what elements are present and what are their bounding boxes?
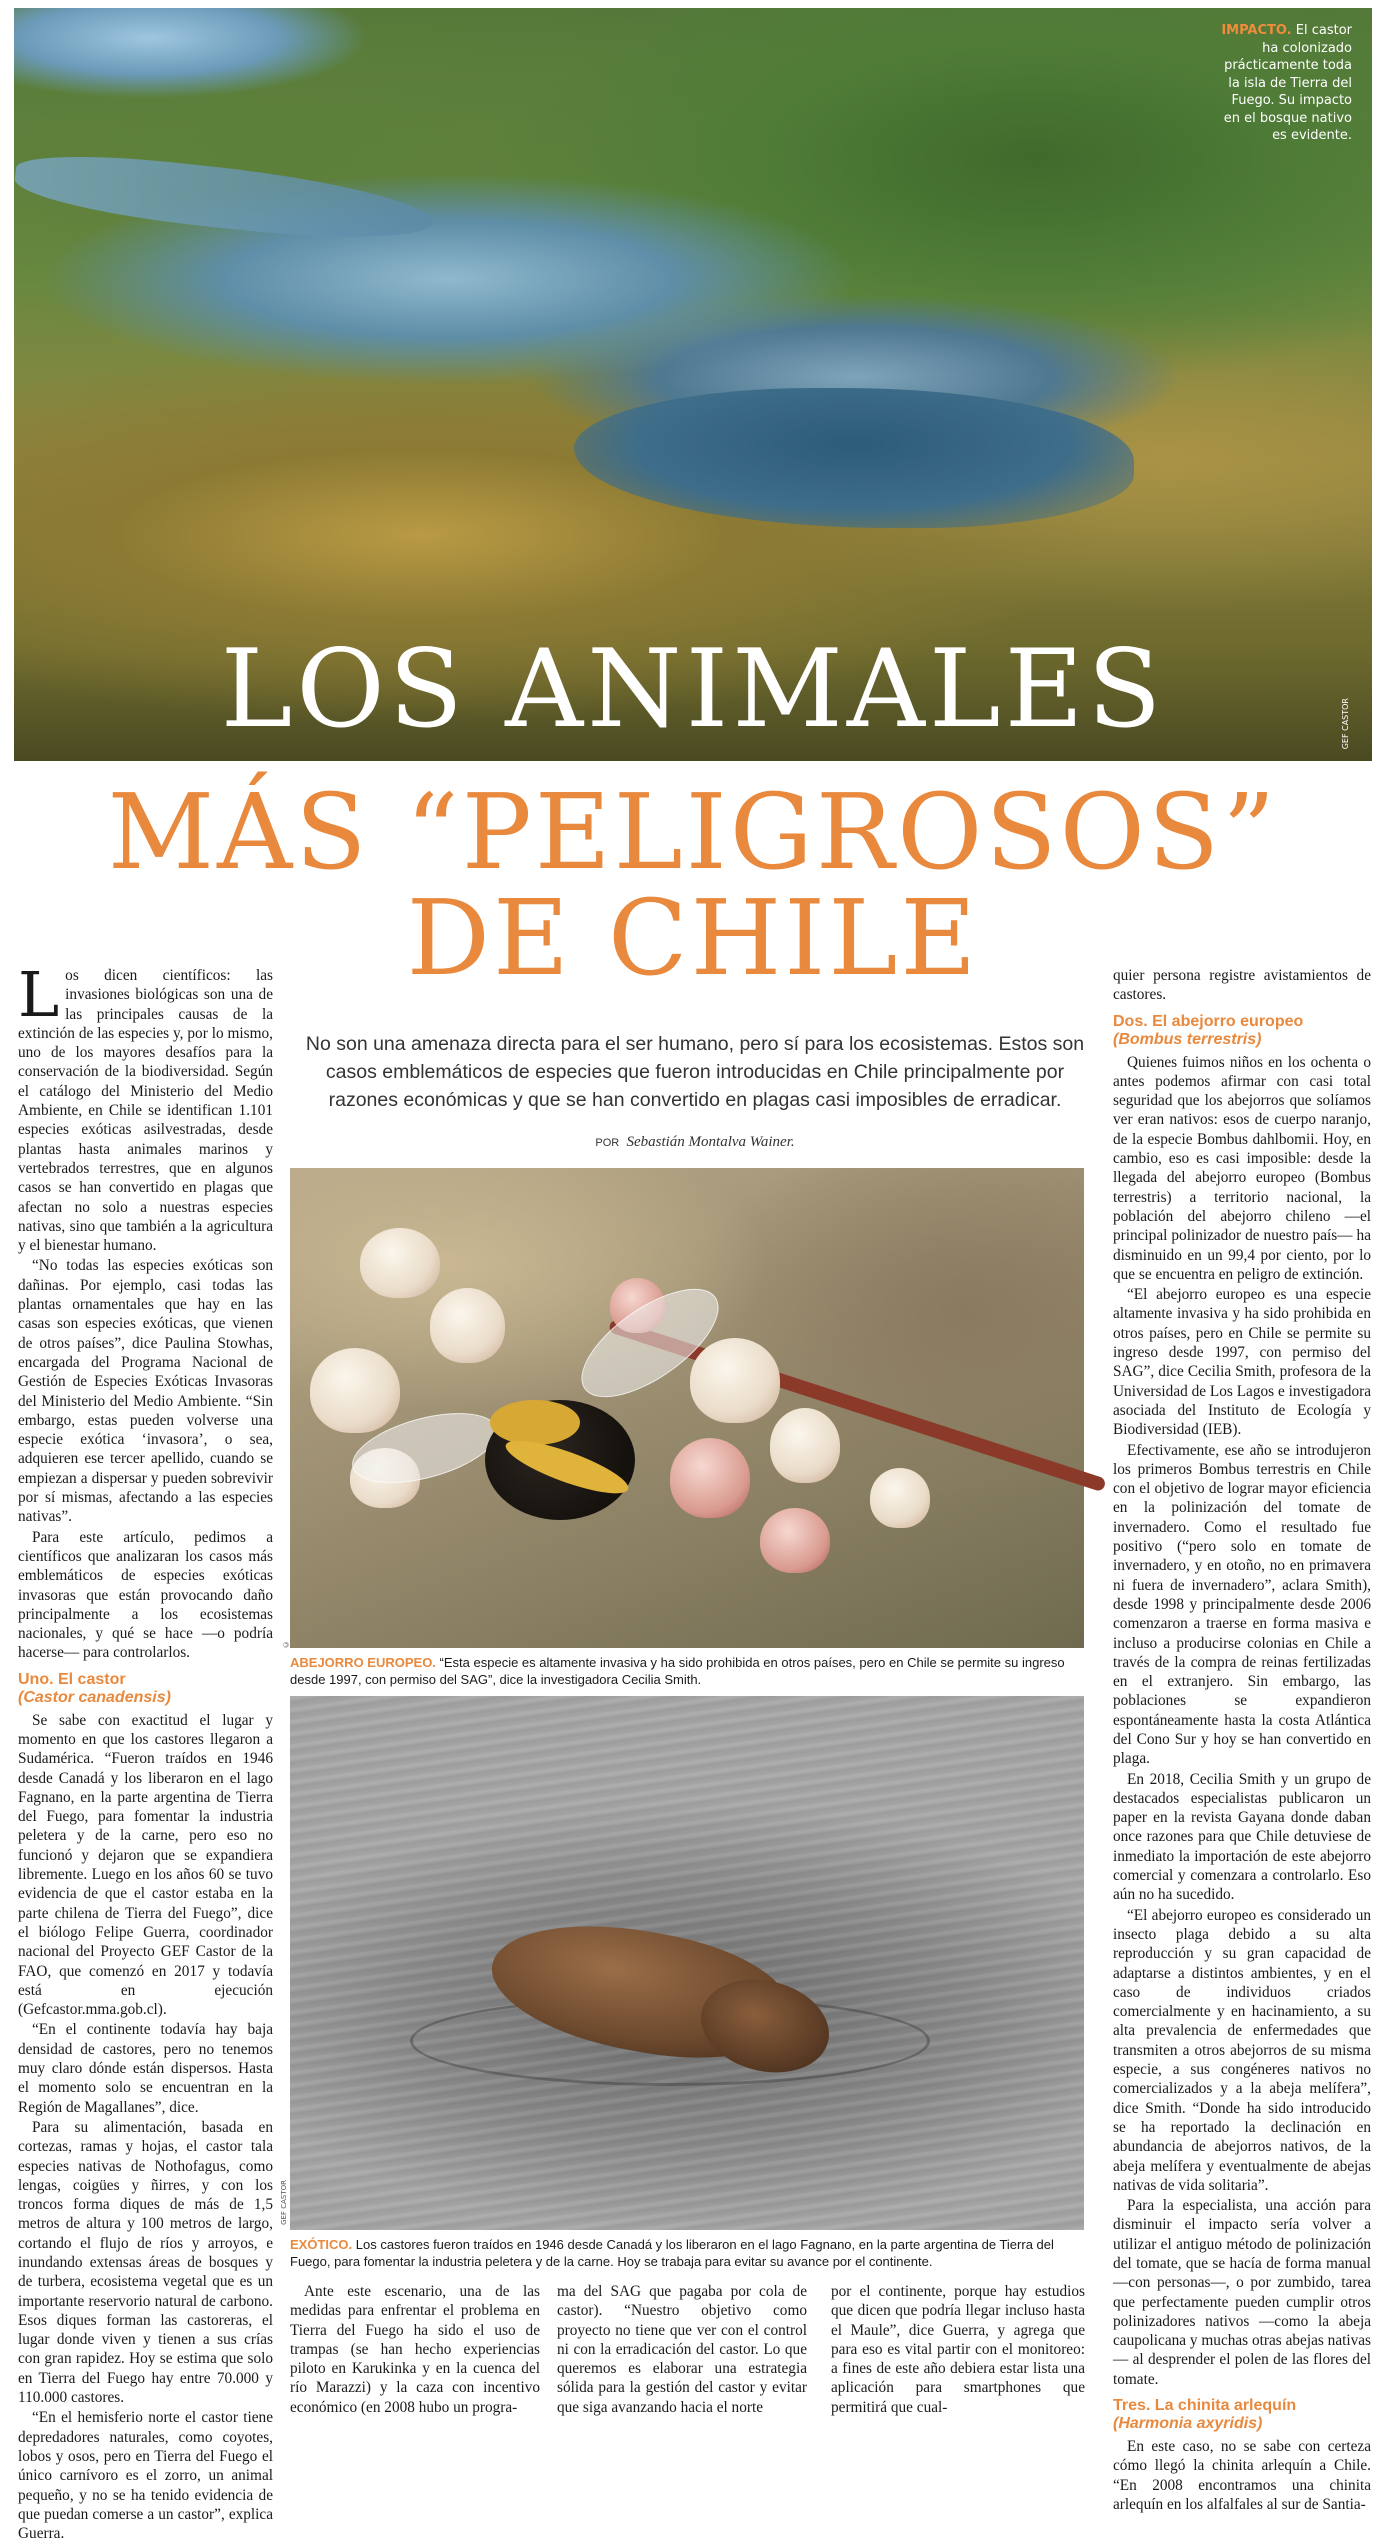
article-column-1 xyxy=(18,958,273,2544)
hero-caption-text: El castor ha colonizado prácticamente toda la isla de Tierra del Fuego. Su impacto en el bosque nativo es evidente. xyxy=(1223,23,1352,143)
paragraph: Efectivamente, ese año se introdujeron los primeros Bombus terrestris en Chile con el objetivo de lograr mayor eficiencia en la polinización del tomate de invernadero. Como el resultado fue positivo (“pero solo en tomate de invernadero, y en otoño, no en primavera ni fuera de invernadero”, aclara Smith), desde 1998 y principalmente desde 2006 comenzaron a traerse en forma masiva e incluso a producirse colonias en Chile a través de la compra de reinas fertilizadas en el extranjero. Sin embargo, las poblaciones se expandieron espontáneamente hasta la costa Atlántica del Cono Sur y hoy se han convertido en plaga. xyxy=(1113,1441,1371,1768)
paragraph: “No todas las especies exóticas son dañinas. Por ejemplo, casi todas las plantas ornamentales que hay en las casas son especies exóticas, que vienen de otros países”, dice Paulina Stowhas, encargada del Programa Nacional de Gestión de Especies Exóticas Invasoras del Ministerio del Medio Ambiente. “Sin embargo, estas pueden volverse una especie exótica ‘invasora’, o sea, adquieren ese tercer apellido, cuando se empiezan a dispersar y pueden sobrevivir por sí mismas, afectando a las especies nativas”. xyxy=(18,1257,273,1526)
article-column-5 xyxy=(1113,966,1371,2515)
paragraph: En este caso, no se sabe con certeza cómo llegó la chinita arlequín a Chile. “En 2008 encontramos una chinita arlequín en los alfalfales al sur de Santia- xyxy=(1113,2438,1371,2513)
beaver-photo-credit: GEF CASTOR xyxy=(280,2180,288,2225)
byline-author: Sebastián Montalva Wainer. xyxy=(626,1134,795,1150)
paragraph: Para este artículo, pedimos a científicos que analizaran los casos más emblemáticos de especies exóticas invasoras que están provocando daño principalmente a los ecosistemas nacionales, y qué se hace —o podría hacerse— para controlarlos. xyxy=(18,1528,273,1662)
paragraph: “El abejorro europeo es una especie altamente invasiva y ha sido prohibida en otros países, pero en Chile se permite su ingreso desde 1997, con permiso del SAG”, dice Cecilia Smith, profesora de la Universidad de Los Lagos e investigadora asociada del Instituto de Ecología y Biodiversidad (IEB). xyxy=(1113,1286,1371,1439)
hero-caption xyxy=(1214,22,1352,145)
hero-photo-credit: GEF CASTOR xyxy=(1341,698,1350,750)
paragraph: Quienes fuimos niños en los ochenta o antes podemos afirmar con casi total seguridad que los abejorros que solíamos ver eran nativos: esos de cuerpo naranjo, de la especie Bombus dahlbomii. Hoy, en cambio, eso es casi imposible: desde la llegada del abejorro europeo (Bombus terrestris) a territorio nacional, la población del abejorro chileno —el principal polinizador de nuestro país— ha disminuido en un 99,4 por ciento, por lo que se encuentra en peligro de extinción. xyxy=(1113,1053,1371,1283)
headline-line-2: DE CHILE xyxy=(406,877,980,999)
paragraph: “En el hemisferio norte el castor tiene depredadores naturales, como coyotes, lobos y osos, pero en Tierra del Fuego el único carnívoro es el zorro, un animal pequeño, y no se ha tenido evidencia de que puedan comerse a un castor”, explica Guerra. xyxy=(18,2409,273,2543)
beaver-caption-text: Los castores fueron traídos en 1946 desde Canadá y los liberaron en el lago Fagnano, en la parte argentina de Tierra del Fuego, para fomentar la industria peletera y de la carne. Hoy se trabaja para evitar su avance por el continente. xyxy=(290,2237,1054,2269)
section-subheading-chinita: (Harmonia axyridis) xyxy=(1113,2415,1263,2433)
paragraph: Para su alimentación, basada en cortezas, ramas y hojas, el castor tala especies nativas de Nothofagus, como lengas, coigües y ñirres, y con los troncos forma diques de más de 1,5 metros de altura y 100 metros de largo, cortando el flujo de ríos y arroyos, e inundando extensas áreas de bosques y de turbera, ecosistema vegetal que es un importante reservorio natural de carbono. Esos diques forman las castoreras, el lugar donde viven y tienen a sus crías con gran rapidez. Hoy se estima que solo en Tierra del Fuego hay entre 70.000 y 110.000 castores. xyxy=(18,2118,273,2407)
intro-paragraph: Los dicen científicos: las invasiones biológicas son una de las principales causas de la extinción de las especies y, por lo mismo, uno de los mayores desafíos para la conservación de la biodiversidad. Según el catálogo del Ministerio del Medio Ambiente, en Chile se identifican 1.101 especies exóticas asilvestradas, desde plantas hasta animales marinos y vertebrados terrestres, que en algunos casos se han convertido en plagas que afectan no solo a nuestras especies nativas, sino que también a la agricultura y el bienestar humano. xyxy=(18,958,273,1255)
standfirst: No son una amenaza directa para el ser humano, pero sí para los ecosistemas. Estos son casos emblemáticos de especies que fueron introducidas en Chile principalmente por razones económicas y que se han convertido en plagas casi imposibles de erradicar. xyxy=(305,1033,1085,1111)
article-column-3 xyxy=(557,2282,807,2417)
paragraph: “En el continente todavía hay baja densidad de castores, pero no tenemos muy claro dónde están dispersos. Hasta el momento solo se encuentran en la Región de Magallanes”, dice. xyxy=(18,2021,273,2116)
byline xyxy=(290,1134,1100,1151)
bumblebee-caption-lead: ABEJORRO EUROPEO. xyxy=(290,1655,436,1670)
bee-photo-credit: © xyxy=(282,1640,290,1648)
beaver-caption-lead: EXÓTICO. xyxy=(290,2237,353,2252)
byline-prefix: POR xyxy=(595,1137,620,1149)
drop-cap: L xyxy=(18,958,60,1031)
section-heading-abejorro: Dos. El abejorro europeo xyxy=(1113,1012,1304,1030)
section-heading-chinita: Tres. La chinita arlequín xyxy=(1113,2397,1297,2415)
paragraph: “El abejorro europeo es considerado un insecto plaga debido a su alta reproducción y su gran capacidad de adaptarse a distintos ambientes, y en el caso de individuos criados comercialmente y en hacinamiento, a su alta prevalencia de enfermedades que transmiten a otros abejorros de su misma especie, a sus congéneres nativos no comercializados y a la abeja melífera”, dice Smith. “Donde ha sido introducido se ha reportado la declinación en abundancia de abejorros nativos, de la abeja melífera y eventualmente de abejas nativas de vida solitaria”. xyxy=(1113,1906,1371,2194)
section-heading-castor: Uno. El castor xyxy=(18,1670,126,1688)
paragraph: ma del SAG que pagaba por cola de castor). “Nuestro objetivo como proyecto no tiene que ver con el control ni con la erradicación del castor. Lo que queremos es elaborar una estrategia sólida para la gestión del castor y evitar que siga avanzando hacia el norte xyxy=(557,2283,807,2416)
paragraph: por el continente, porque hay estudios que dicen que podría llegar incluso hasta el Maule”, dice Guerra, y agrega que para eso es vital partir con el monitoreo: a fines de este año debiera estar lista una aplicación para smartphones que permitirá que cual- xyxy=(831,2283,1085,2416)
hero-photo xyxy=(14,8,1372,761)
paragraph: Se sabe con exactitud el lugar y momento en que los castores llegaron a Sudamérica. “Fueron traídos en 1946 desde Canadá y los liberaron en el lago Fagnano, en la parte argentina de Tierra del Fuego, para fomentar la industria peletera y de la carne, pero eso no funcionó y dejaron que se expandiera libremente. Luego en los años 60 se tuvo evidencia de que el castor estaba en la parte chilena de Tierra del Fuego”, dice el biólogo Felipe Guerra, coordinador nacional del Proyecto GEF Castor de la FAO, que comenzó en 2017 y todavía está en ejecución (Gefcastor.mma.gob.cl). xyxy=(18,1711,273,2019)
bumblebee-photo xyxy=(290,1168,1084,1648)
hero-title: LOS ANIMALES xyxy=(220,627,1166,752)
beaver-caption xyxy=(290,2236,1084,2270)
paragraph: En 2018, Cecilia Smith y un grupo de destacados especialistas publicaron un paper en la revista Gayana donde daban once razones para que Chile detuviese de inmediato la importación de este abejorro comercial y comenzara a controlarlo. Eso aún no ha sucedido. xyxy=(1113,1770,1371,1904)
bumblebee-caption xyxy=(290,1654,1084,1688)
beaver-photo xyxy=(290,1696,1084,2230)
article-column-2 xyxy=(290,2282,540,2417)
paragraph: Ante este escenario, una de las medidas para enfrentar el problema en Tierra del Fuego ha sido el uso de trampas (se han hecho experiencias piloto en Karukinka y en la cuenca del río Marazzi) y la caza con incentivo económico (en 2008 hubo un progra- xyxy=(290,2283,540,2416)
article-column-4 xyxy=(831,2282,1085,2417)
hero-lake xyxy=(574,388,1134,528)
hero-caption-lead: IMPACTO. xyxy=(1221,23,1292,38)
headline-line-1: MÁS “PELIGROSOS” xyxy=(107,771,1279,893)
section-subheading-castor: (Castor canadensis) xyxy=(18,1688,171,1706)
paragraph: Para la especialista, una acción para disminuir el impacto sería volver a utilizar el antiguo método de polinización del tomate, que se hacía de forma manual —con personas—, o por zumbido, tarea que perfectamente pueden cumplir otros polinizadores nativos —como la abeja caupolicana y muchas otras abejas nativas— al desprender el polen de las flores del tomate. xyxy=(1113,2197,1371,2388)
bumblebee-caption-text: “Esta especie es altamente invasiva y ha sido prohibida en otros países, pero en Chile se permite su ingreso desde 1997, con permiso del SAG”, dice la investigadora Cecilia Smith. xyxy=(290,1655,1065,1687)
hero-river xyxy=(12,146,436,250)
section-subheading-abejorro: (Bombus terrestris) xyxy=(1113,1030,1262,1048)
paragraph: quier persona registre avistamientos de castores. xyxy=(1113,967,1371,1004)
